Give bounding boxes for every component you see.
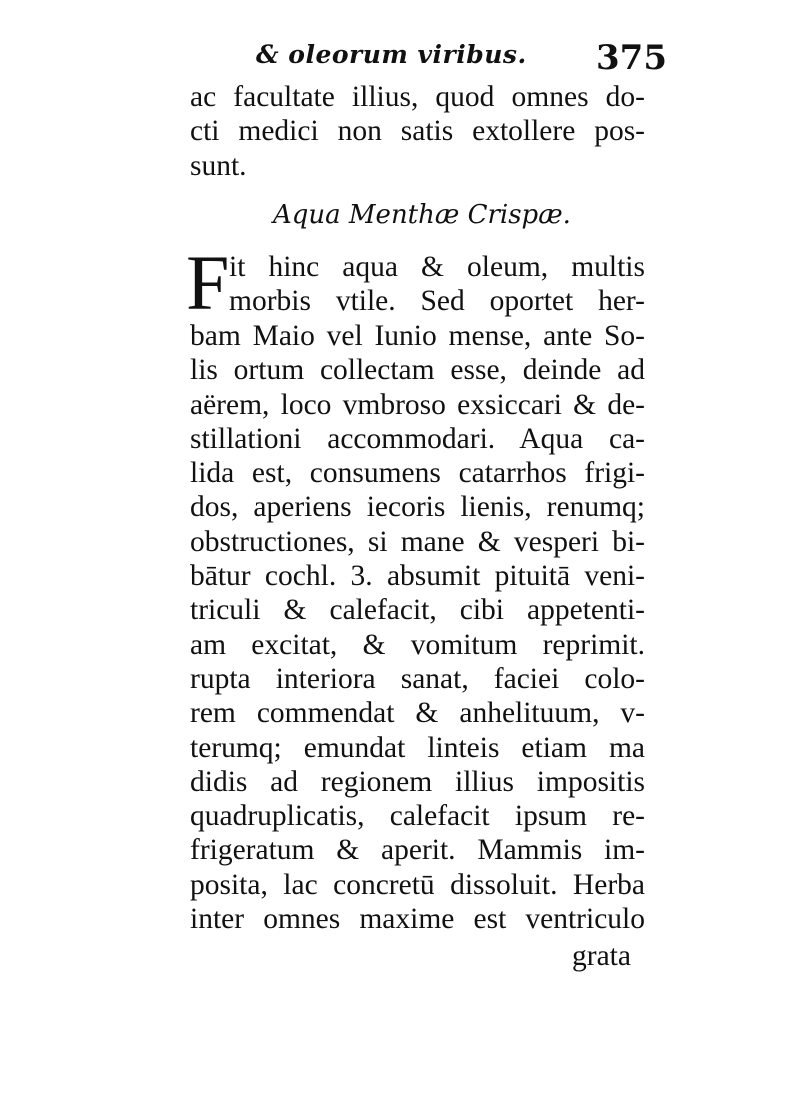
indented-lines <box>229 250 645 319</box>
text-line: ac facultate illius, quod omnes do- <box>190 81 645 113</box>
text-line: quadruplicatis, calefacit ipsum re- <box>190 800 645 833</box>
text-line: lida est, consumens catarrhos frigi- <box>190 457 645 490</box>
text-line: frigeratum & aperit. Mammis im- <box>190 834 645 867</box>
text-line: bam Maio vel Iunio mense, ante So- <box>190 320 645 352</box>
text-line: dos, aperiens iecoris lienis, renumq; <box>190 491 645 524</box>
text-line: didis ad regionem illius impositis <box>190 765 645 798</box>
text-line: inter omnes maxime est ventriculo <box>190 903 645 936</box>
text-line: triculi & calefacit, cibi appetenti- <box>190 594 645 627</box>
section-heading: Aqua Menthæ Crispæ. <box>273 200 571 230</box>
drop-cap-initial: F <box>186 239 230 326</box>
text-line: rem commendat & anhelituum, v- <box>190 697 645 730</box>
text-line: stillationi accommodari. Aqua ca- <box>190 422 645 455</box>
text-line: posita, lac concretū dissoluit. Herba <box>190 868 645 901</box>
text-line: obstructiones, si mane & vesperi bi- <box>190 525 645 558</box>
text-line: it hinc aqua & oleum, multis <box>229 251 645 283</box>
text-line: morbis vtile. Sed oportet her- <box>229 285 645 318</box>
page-number: 375 <box>596 38 667 78</box>
main-paragraph <box>190 319 645 936</box>
catchword: grata <box>572 940 631 972</box>
continuation-paragraph <box>190 80 645 183</box>
text-line: am excitat, & vomitum reprimit. <box>190 628 645 661</box>
text-line: bātur cochl. 3. absumit pituitā veni- <box>190 560 645 593</box>
text-line: rupta interiora sanat, faciei colo- <box>190 662 645 695</box>
text-line: aërem, loco vmbroso exsiccari & de- <box>190 388 645 421</box>
text-line: sunt. <box>190 149 247 182</box>
text-line: cti medici non satis extollere pos- <box>190 115 645 148</box>
text-line: terumq; emundat linteis etiam ma <box>190 731 645 764</box>
running-head: & oleorum viribus. <box>256 40 527 69</box>
text-line: lis ortum collectam esse, deinde ad <box>190 354 645 387</box>
